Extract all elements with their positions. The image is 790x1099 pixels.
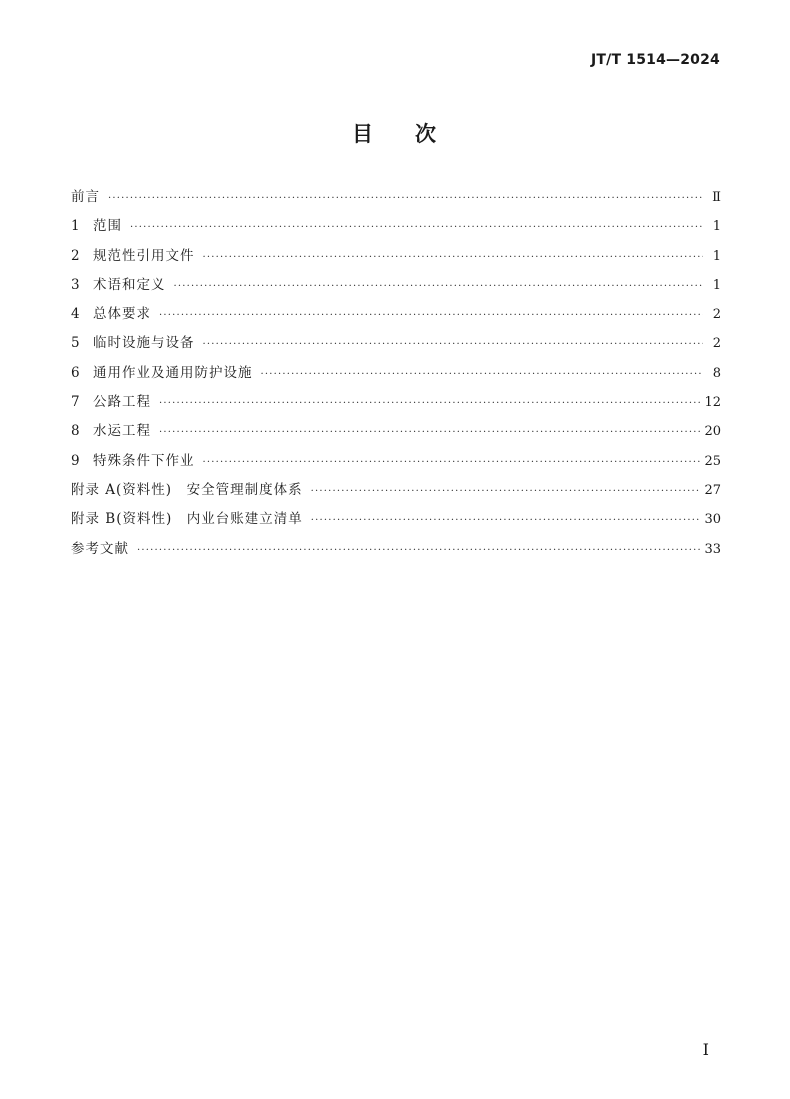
dot-leader xyxy=(261,365,704,385)
toc-entry-number: 4 xyxy=(71,306,80,323)
toc-entry-label: 特殊条件下作业 xyxy=(93,452,195,469)
dot-leader xyxy=(159,394,700,414)
toc-entry-page: 20 xyxy=(704,424,721,440)
toc-entry-label: 术语和定义 xyxy=(93,276,166,293)
toc-entry-label: 附录 A(资料性) 安全管理制度体系 xyxy=(71,481,303,498)
dot-leader xyxy=(203,335,704,355)
toc-entry-page: 1 xyxy=(712,248,721,264)
toc-entry-waterway-engineering[interactable] xyxy=(71,421,721,450)
toc-entry-page: 27 xyxy=(704,482,721,498)
toc-entry-appendix-b[interactable] xyxy=(71,509,721,538)
toc-entry-number: 3 xyxy=(71,276,80,293)
dot-leader xyxy=(203,453,701,473)
toc-entry-foreword[interactable] xyxy=(71,187,721,216)
dot-leader xyxy=(203,248,704,268)
toc-entry-appendix-a[interactable] xyxy=(71,480,721,509)
toc-entry-number: 6 xyxy=(71,364,80,381)
toc-entry-page: 12 xyxy=(704,395,721,411)
toc-title-part2: 次 xyxy=(415,122,438,146)
toc-entry-page: 2 xyxy=(712,336,721,352)
toc-title-part1: 目 xyxy=(352,122,375,146)
toc-entry-general-operations[interactable] xyxy=(71,363,721,392)
toc-entry-label: 公路工程 xyxy=(93,394,151,411)
toc-entry-number: 1 xyxy=(71,218,80,235)
page-number: I xyxy=(702,1040,709,1059)
toc-entry-label: 临时设施与设备 xyxy=(93,335,195,352)
toc-entry-page: 8 xyxy=(712,365,721,381)
toc-entry-page: Ⅱ xyxy=(712,190,721,205)
toc-entry-label: 附录 B(资料性) 内业台账建立清单 xyxy=(71,511,303,528)
dot-leader xyxy=(108,189,703,209)
toc-entry-bibliography[interactable] xyxy=(71,539,721,568)
dot-leader xyxy=(174,277,704,297)
toc-entry-label: 规范性引用文件 xyxy=(93,247,195,264)
toc-entry-label: 水运工程 xyxy=(93,423,151,440)
toc-entry-page: 1 xyxy=(712,219,721,235)
toc-entry-page: 30 xyxy=(704,512,721,528)
toc-entry-normative-references[interactable] xyxy=(71,246,721,275)
dot-leader xyxy=(311,482,701,502)
dot-leader xyxy=(159,423,700,443)
toc-entry-label: 总体要求 xyxy=(93,306,151,323)
toc-entry-number: 8 xyxy=(71,423,80,440)
toc-entry-highway-engineering[interactable] xyxy=(71,392,721,421)
toc-entry-label: 范围 xyxy=(93,218,122,235)
toc-entry-number: 5 xyxy=(71,335,80,352)
toc-entry-special-conditions[interactable] xyxy=(71,451,721,480)
dot-leader xyxy=(137,541,700,561)
toc-entry-general-requirements[interactable] xyxy=(71,304,721,333)
toc-entry-page: 25 xyxy=(704,453,721,469)
toc-title xyxy=(0,118,790,148)
toc-entry-page: 2 xyxy=(712,307,721,323)
toc-entry-number: 7 xyxy=(71,394,80,411)
toc-entry-scope[interactable] xyxy=(71,216,721,245)
toc-entry-terms-definitions[interactable] xyxy=(71,275,721,304)
toc-entry-number: 9 xyxy=(71,452,80,469)
toc-entry-number: 2 xyxy=(71,247,80,264)
toc-entry-page: 33 xyxy=(704,541,721,557)
toc-entry-temporary-facilities[interactable] xyxy=(71,333,721,362)
toc-entry-label: 前言 xyxy=(71,189,100,205)
toc-entry-page: 1 xyxy=(712,277,721,293)
toc-entry-label: 参考文献 xyxy=(71,540,129,557)
dot-leader xyxy=(159,306,703,326)
dot-leader xyxy=(130,218,703,238)
document-code: JT/T 1514—2024 xyxy=(590,52,720,68)
table-of-contents xyxy=(71,187,721,568)
toc-entry-label: 通用作业及通用防护设施 xyxy=(93,364,253,381)
dot-leader xyxy=(311,511,701,531)
